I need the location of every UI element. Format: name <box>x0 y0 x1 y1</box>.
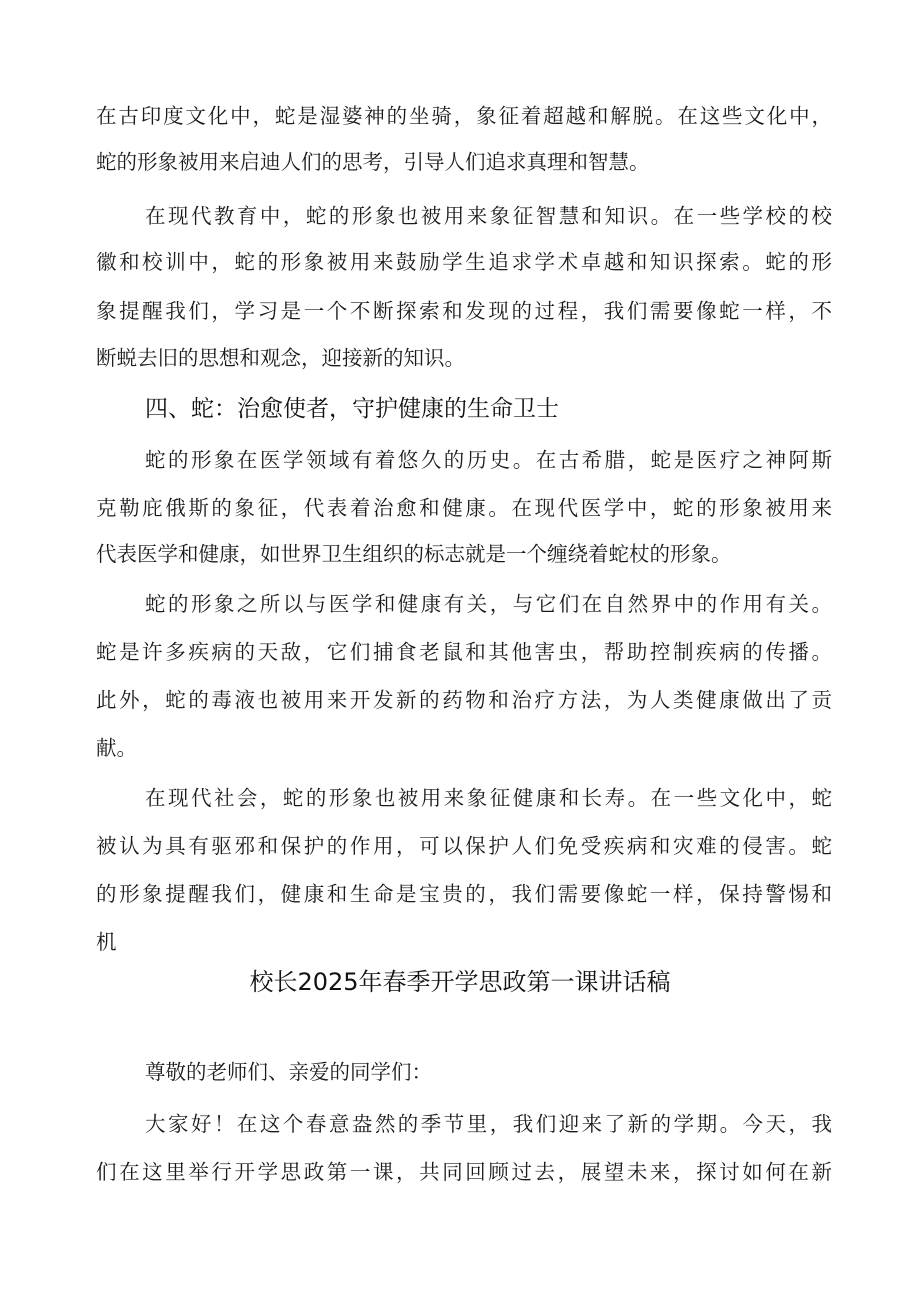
paragraph-line: 献。 <box>96 736 137 760</box>
paragraph-line: 蛇的形象被用来启迪人们的思考，引导人们追求真理和智慧。 <box>96 150 650 174</box>
paragraph-line: 机 <box>96 930 117 954</box>
paragraph-line: 在现代社会，蛇的形象也被用来象征健康和长寿。在一些文化中，蛇 <box>145 786 832 810</box>
paragraph-line: 克勒庇俄斯的象征，代表着治愈和健康。在现代医学中，蛇的形象被用来 <box>96 496 832 520</box>
paragraph-line: 蛇是许多疾病的天敌，它们捕食老鼠和其他害虫，帮助控制疾病的传播。 <box>96 640 832 664</box>
paragraph-line: 蛇的形象之所以与医学和健康有关，与它们在自然界中的作用有关。 <box>145 592 832 616</box>
paragraph-line: 象提醒我们，学习是一个不断探索和发现的过程，我们需要像蛇一样，不 <box>96 299 832 323</box>
paragraph-line: 在现代教育中，蛇的形象也被用来象征智慧和知识。在一些学校的校 <box>145 204 832 228</box>
speech-title: 校长2025年春季开学思政第一课讲话稿 <box>249 968 671 996</box>
paragraph-line: 蛇的形象在医学领域有着悠久的历史。在古希腊，蛇是医疗之神阿斯 <box>145 448 832 472</box>
paragraph-line: 在古印度文化中，蛇是湿婆神的坐骑，象征着超越和解脱。在这些文化中， <box>96 104 832 128</box>
salutation: 尊敬的老师们、亲爱的同学们： <box>145 1060 432 1084</box>
paragraph-line: 徽和校训中，蛇的形象被用来鼓励学生追求学术卓越和知识探索。蛇的形 <box>96 250 832 274</box>
paragraph-line: 此外，蛇的毒液也被用来开发新的药物和治疗方法，为人类健康做出了贡 <box>96 688 832 712</box>
paragraph-line: 们在这里举行开学思政第一课，共同回顾过去，展望未来，探讨如何在新 <box>96 1160 832 1184</box>
paragraph-line: 断蜕去旧的思想和观念，迎接新的知识。 <box>96 346 465 370</box>
paragraph-line: 被认为具有驱邪和保护的作用，可以保护人们免受疾病和灾难的侵害。蛇 <box>96 834 832 858</box>
paragraph-line: 的形象提醒我们，健康和生命是宝贵的，我们需要像蛇一样，保持警惕和 <box>96 882 832 906</box>
section-heading: 四、蛇：治愈使者，守护健康的生命卫士 <box>145 396 559 422</box>
paragraph-line: 代表医学和健康，如世界卫生组织的标志就是一个缠绕着蛇杖的形象。 <box>96 542 732 566</box>
paragraph-line: 大家好！在这个春意盎然的季节里，我们迎来了新的学期。今天，我 <box>145 1112 832 1136</box>
